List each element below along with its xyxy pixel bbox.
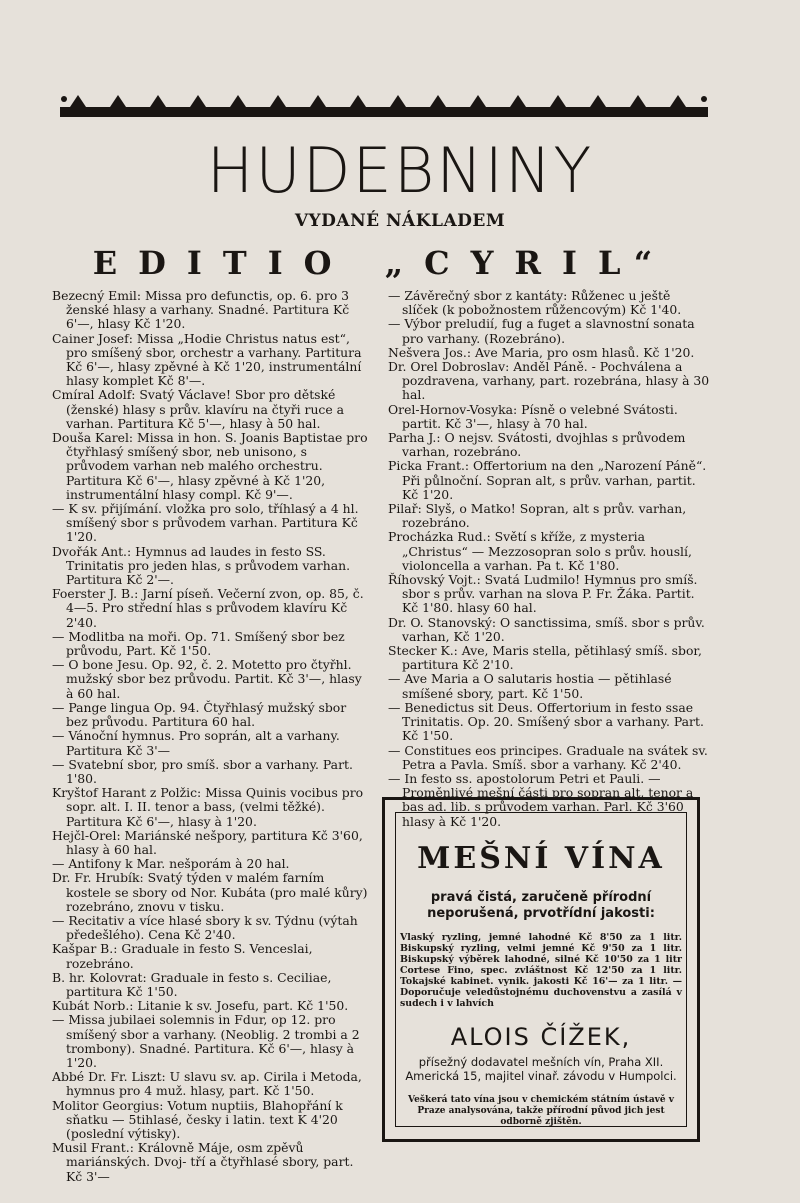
list-item: Picka Frant.: Offertorium na den „Narození Páně“. Při půlnoční. Sopran alt, s prův. varhan, partit. Kč 1'20. bbox=[388, 458, 707, 502]
wine-advertisement bbox=[382, 797, 700, 1142]
ad-inner-frame bbox=[395, 812, 687, 1127]
list-item: — Pange lingua Op. 94. Čtyřhlasý mužský sbor bez průvodu. Partitura 60 hal. bbox=[52, 699, 347, 730]
list-item: Dr. Fr. Hrubík: Svatý týden v malém farním kostele se sbory od Nor. Kubáta (pro malé kůry) rozebráno, znovu v tisku. bbox=[52, 870, 368, 914]
list-item: — Constitues eos principes. Graduale na svátek sv. Petra a Pavla. Smíš. sbor a varhany. Kč 2'40. bbox=[388, 742, 708, 772]
list-item: Abbé Dr. Fr. Liszt: U slavu sv. ap. Cirila i Metoda, hymnus pro 4 muž. hlasy, part. Kč 1'50. bbox=[52, 1069, 362, 1099]
right-column bbox=[388, 289, 710, 829]
edition-name: EDITIO „CYRIL“ bbox=[92, 244, 674, 282]
list-item: — Ave Maria a O salutaris hostia — pětihlasé smíšené sbory, part. Kč 1'50. bbox=[388, 671, 672, 701]
page-title: HUDEBNINY bbox=[206, 134, 594, 207]
list-item: — Benedictus sit Deus. Offertorium in festo ssae Trinitatis. Op. 20. Smíšený sbor a varhany. Part. Kč 1'50. bbox=[388, 699, 704, 744]
list-item: — Svatební sbor, pro smíš. sbor a varhany. Part. 1'80. bbox=[52, 756, 353, 786]
list-item: Hejčl-Orel: Mariánské nešpory, partitura Kč 3'60, hlasy à 60 hal. bbox=[52, 827, 363, 857]
list-item: Cainer Josef: Missa „Hodie Christus natus est“, pro smíšený sbor, orchestr a varhany. Partitura Kč 6'—, hlasy zpěvné à Kč 1'20, instrumentální hlasy komplet Kč 8'—. bbox=[52, 330, 362, 389]
list-item: — Výbor preludií, fug a fuget a slavnostní sonata pro varhany. (Rozebráno). bbox=[388, 316, 695, 346]
list-item: Nešvera Jos.: Ave Maria, pro osm hlasů. Kč 1'20. bbox=[388, 344, 695, 360]
list-item: Parha J.: O nejsv. Svátosti, dvojhlas s průvodem varhan, rozebráno. bbox=[388, 430, 686, 460]
list-item: Stecker K.: Ave, Maris stella, pětihlasý smíš. sbor, partitura Kč 2'10. bbox=[388, 643, 702, 673]
ad-merchant-name: ALOIS ČÍŽEK, bbox=[450, 1023, 632, 1051]
list-item: — Závěrečný sbor z kantáty: Růženec u ještě slíček (k pobožnostem růžencovým) Kč 1'40. bbox=[388, 288, 682, 318]
list-item: Douša Karel: Missa in hon. S. Joanis Baptistae pro čtyřhlasý smíšený sbor, neb unisono, s průvodem varhan neb malého orchestru. Partitura Kč 6'—, hlasy zpěvné à Kč 1'20, instrumentální hlasy compl. Kč 9'—. bbox=[52, 430, 368, 502]
list-item: Cmíral Adolf: Svatý Václave! Sbor pro dětské (ženské) hlasy s prův. klavíru na čtyři ruce a varhan. Partitura Kč 5'—, hlasy à 50 hal. bbox=[52, 387, 345, 431]
ad-subheading: pravá čistá, zaručeně přírodní neporušená, prvotřídní jakosti: bbox=[427, 890, 655, 921]
list-item: — Modlitba na moři. Op. 71. Smíšený sbor bez průvodu, Part. Kč 1'50. bbox=[52, 628, 345, 659]
list-item: Dvořák Ant.: Hymnus ad laudes in festo SS. Trinitatis pro jeden hlas, s průvodem varhan. Partitura Kč 2'—. bbox=[52, 543, 351, 588]
ad-address: přísežný dodavatel mešních vín, Praha XII. Americká 15, majitel vinař. závodu v Humpolci. bbox=[405, 1055, 677, 1083]
ad-wine-list: Vlaský ryzling, jemné lahodné Kč 8'50 za 1 litr. Biskupský ryzling, velmi jemné Kč 9'50 za 1 litr. Biskupský výběrek lahodné, silné Kč 10'50 za 1 litr Cortese Fino, spec. zvláštnost Kč 12'50 za 1 litr. Tokajské kabinet. vynik. jakosti Kč 16'— za 1 litr. — Doporučuje veledůstojnému duchovenstvu a zasílá v sudech i v lahvích bbox=[400, 932, 682, 1009]
list-item: Kašpar B.: Graduale in festo S. Venceslai, rozebráno. bbox=[52, 941, 313, 971]
page-subtitle: VYDANÉ NÁKLADEM bbox=[294, 211, 506, 231]
list-item: — Recitativ a více hlasé sbory k sv. Týdnu (výtah předešlého). Cena Kč 2'40. bbox=[52, 912, 358, 943]
list-item: Bezecný Emil: Missa pro defunctis, op. 6. pro 3 ženské hlasy a varhany. Snadné. Partitura Kč 6'—, hlasy Kč 1'20. bbox=[52, 288, 350, 332]
list-item: Foerster J. B.: Jarní píseň. Večerní zvon, op. 85, č. 4—5. Pro střední hlas s průvodem klavíru Kč 2'40. bbox=[52, 586, 364, 630]
list-item: Molitor Georgius: Votum nuptiis, Blahopřání k sňatku — 5tihlasé, česky i latin. text K 4'20 (poslední výtisky). bbox=[52, 1097, 343, 1141]
decorative-border bbox=[60, 93, 708, 123]
list-item: B. hr. Kolovrat: Graduale in festo s. Ceciliae, partitura Kč 1'50. bbox=[52, 969, 332, 999]
list-item: — O bone Jesu. Op. 92, č. 2. Motetto pro čtyřhl. mužský sbor bez průvodu. Partit. Kč 3'—, hlasy à 60 hal. bbox=[52, 657, 362, 701]
list-item: Musil Frant.: Královně Máje, osm zpěvů mariánských. Dvoj- tří a čtyřhlasé sbory, part. Kč 3'— bbox=[52, 1140, 354, 1184]
list-item: Kubát Norb.: Litanie k sv. Josefu, part. Kč 1'50. bbox=[52, 998, 349, 1014]
list-item: Orel-Hornov-Vosyka: Písně o velebné Svátosti. partit. Kč 3'—, hlasy à 70 hal. bbox=[388, 401, 678, 431]
list-item: — Antifony k Mar. nešporám à 20 hal. bbox=[52, 856, 290, 872]
ad-footer: Veškerá tato vína jsou v chemickém státním ústavě v Praze analysována, takže přírodní původ jich jest odborně zjištěn. bbox=[408, 1095, 674, 1127]
list-item: Pilař: Slyš, o Matko! Sopran, alt s prův. varhan, rozebráno. bbox=[388, 501, 687, 531]
list-item: — In festo ss. apostolorum Petri et Pauli. — Proměnlivé mešní části pro sopran alt, tenor a bas ad. lib. s průvodem varhan. Parl. Kč 3'60 hlasy à Kč 1'20. bbox=[388, 770, 694, 829]
list-item: Dr. O. Stanovský: O sanctissima, smíš. sbor s prův. varhan, Kč 1'20. bbox=[388, 614, 705, 644]
list-item: — K sv. přijímání. vložka pro solo, tříhlasý a 4 hl. smíšený sbor s průvodem varhan. Partitura Kč 1'20. bbox=[52, 501, 359, 545]
ad-heading: MEŠNÍ VÍNA bbox=[417, 841, 665, 876]
list-item: — Missa jubilaei solemnis in Fdur, op 12. pro smíšený sbor a varhany. (Neoblig. 2 trombi a 2 trombony). Snadné. Partitura. Kč 6'—, hlasy à 1'20. bbox=[52, 1012, 360, 1070]
list-item: Říhovský Vojt.: Svatá Ludmilo! Hymnus pro smíš. sbor s prův. varhan na slova P. Fr. Žáka. Partit. Kč 1'80. hlasy 60 hal. bbox=[388, 572, 698, 616]
left-column bbox=[52, 289, 370, 1184]
list-item: Kryštof Harant z Polžic: Missa Quinis vocibus pro sopr. alt. I. II. tenor a bass, (velmi těžké). Partitura Kč 6'—, hlasy à 1'20. bbox=[52, 785, 364, 829]
list-item: Procházka Rud.: Světí s kříže, z mysteria „Christus“ — Mezzosopran solo s prův. houslí, violoncella a varhan. Pa t. Kč 1'80. bbox=[388, 529, 692, 573]
list-item: — Vánoční hymnus. Pro soprán, alt a varhany. Partitura Kč 3'— bbox=[52, 728, 340, 758]
list-item: Dr. Orel Dobroslav: Anděl Páně. - Pochválena a pozdravena, varhany, part. rozebrána, hlasy à 30 hal. bbox=[388, 359, 710, 403]
